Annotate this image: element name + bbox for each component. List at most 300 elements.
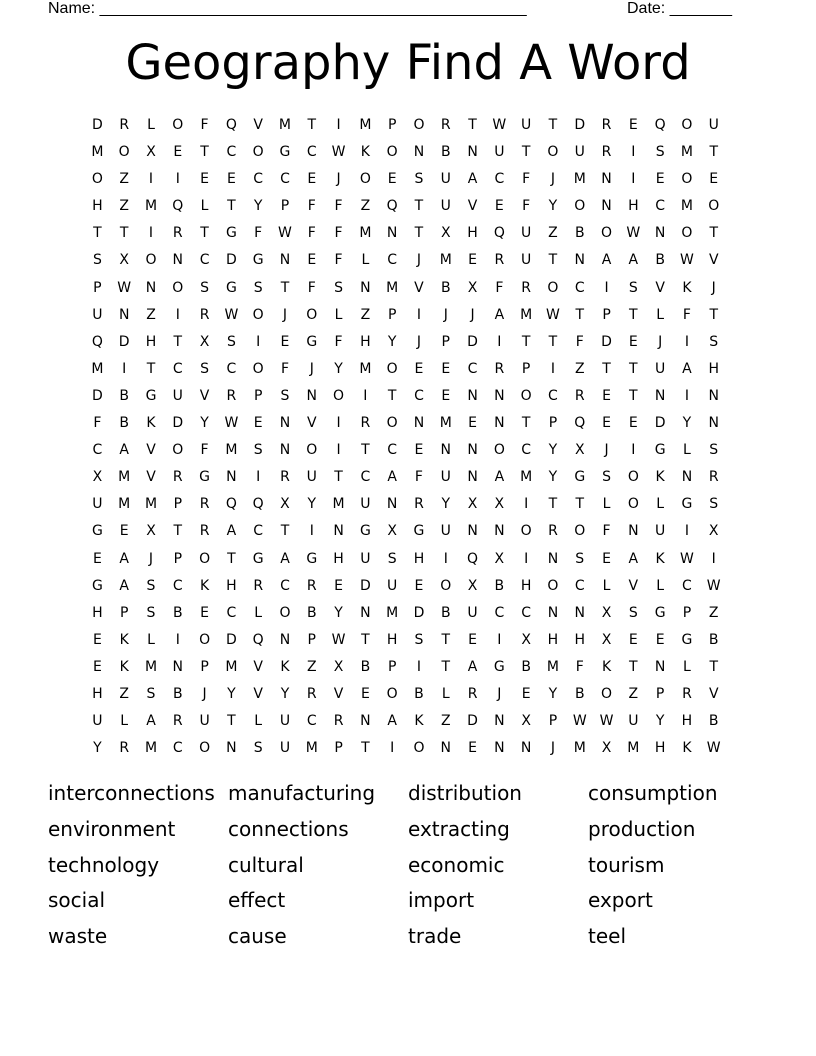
word-bank [48, 778, 768, 957]
grid-letter: M [680, 198, 693, 215]
grid-letter: X [521, 713, 531, 730]
grid-letter: H [654, 740, 666, 757]
grid-letter: T [575, 496, 585, 513]
grid-letter: P [441, 333, 450, 350]
grid-letter: R [574, 387, 585, 404]
grid-letter: U [172, 387, 183, 404]
grid-letter: M [225, 442, 238, 459]
grid-letter: W [492, 117, 507, 133]
grid-letter: L [602, 577, 611, 594]
grid-letter: O [601, 225, 613, 242]
grid-letter: S [602, 469, 611, 486]
grid-letter: L [656, 496, 665, 513]
grid-letter: A [226, 523, 237, 540]
grid-letter: V [146, 469, 156, 486]
grid-letter: D [413, 604, 425, 621]
grid-letter: O [333, 387, 345, 404]
grid-letter: A [119, 577, 129, 594]
grid-letter: C [92, 442, 103, 459]
grid-letter: T [629, 387, 638, 404]
grid-letter: E [92, 631, 102, 648]
grid-letter: Z [119, 198, 129, 215]
grid-letter: T [334, 469, 343, 486]
grid-letter: L [147, 631, 155, 648]
grid-letter: S [253, 279, 263, 296]
grid-letter: S [709, 333, 719, 350]
grid-letter: O [199, 550, 211, 567]
grid-letter: O [359, 171, 371, 188]
grid-letter: O [547, 144, 559, 161]
grid-letter: S [655, 144, 665, 161]
grid-letter: E [280, 333, 290, 350]
word-bank-item: consumption [588, 781, 718, 805]
grid-letter: O [681, 117, 693, 133]
grid-letter: Y [334, 604, 343, 621]
grid-letter: E [307, 171, 317, 188]
name-field: Name: ________________________________________________ [48, 0, 527, 17]
grid-letter: H [145, 333, 157, 350]
grid-letter: E [334, 577, 343, 594]
grid-letter: I [684, 387, 689, 404]
grid-letter: U [440, 469, 451, 486]
grid-letter: C [226, 360, 237, 377]
letter-grid [84, 112, 727, 762]
grid-letter: T [548, 496, 558, 513]
grid-letter: V [708, 685, 719, 702]
grid-letter: H [681, 713, 693, 730]
word-bank-item: production [588, 816, 696, 841]
grid-letter: D [654, 415, 666, 432]
grid-letter: G [252, 550, 264, 567]
grid-letter: B [172, 604, 183, 621]
grid-letter: Q [493, 225, 505, 242]
grid-letter: M [144, 658, 158, 675]
grid-letter: G [574, 469, 586, 486]
grid-letter: E [173, 144, 183, 161]
grid-letter: E [709, 171, 719, 188]
grid-letter: R [306, 685, 317, 702]
grid-letter: N [494, 523, 505, 540]
grid-letter: P [548, 415, 558, 432]
grid-letter: B [708, 713, 719, 730]
grid-letter: P [655, 685, 665, 702]
grid-letter: T [441, 658, 451, 675]
grid-letter: T [227, 198, 236, 215]
grid-letter: U [279, 740, 291, 757]
date-field: Date: _______ [627, 0, 732, 17]
grid-letter: S [334, 279, 344, 296]
grid-letter: N [654, 225, 666, 242]
grid-letter: V [253, 658, 263, 675]
grid-letter: O [493, 442, 505, 459]
grid-letter: N [681, 469, 693, 486]
grid-letter: C [199, 252, 210, 269]
grid-letter: W [546, 306, 560, 323]
grid-letter: W [680, 252, 694, 269]
grid-letter: K [360, 144, 370, 161]
grid-letter: G [681, 631, 693, 648]
grid-letter: E [655, 631, 665, 648]
grid-letter: U [521, 252, 532, 269]
grid-letter: L [441, 685, 450, 702]
grid-letter: W [599, 713, 614, 730]
grid-letter: P [119, 604, 129, 621]
word-bank-item: interconnections [48, 781, 215, 805]
grid-letter: H [628, 198, 639, 215]
grid-letter: J [309, 360, 314, 377]
grid-letter: R [708, 469, 719, 486]
grid-letter: V [253, 117, 263, 133]
grid-letter: C [574, 279, 585, 296]
grid-letter: Q [172, 198, 184, 215]
grid-letter: E [200, 171, 210, 188]
word-bank-item: distribution [408, 781, 522, 805]
grid-letter: U [360, 496, 371, 513]
grid-letter: X [199, 333, 210, 350]
grid-letter: M [359, 360, 372, 377]
grid-letter: W [224, 415, 239, 432]
grid-letter: R [333, 713, 344, 730]
grid-letter: R [280, 469, 290, 486]
grid-letter: M [359, 117, 372, 133]
grid-letter: A [280, 550, 290, 567]
grid-letter: O [627, 496, 639, 513]
grid-letter: J [416, 333, 422, 350]
grid-letter: U [92, 306, 103, 323]
grid-letter: T [441, 631, 451, 648]
grid-letter: X [574, 442, 585, 459]
grid-letter: X [146, 523, 156, 540]
grid-letter: V [655, 279, 665, 296]
grid-letter: U [628, 713, 639, 730]
grid-letter: O [413, 117, 425, 133]
grid-letter: P [173, 496, 183, 513]
grid-letter: C [655, 198, 666, 215]
grid-letter: F [334, 198, 343, 215]
grid-letter: O [708, 198, 720, 215]
grid-letter: T [200, 225, 209, 242]
grid-letter: F [334, 225, 343, 242]
grid-letter: T [387, 387, 397, 404]
grid-letter: M [144, 198, 158, 215]
grid-letter: Q [654, 117, 666, 133]
grid-letter: Y [334, 360, 343, 377]
grid-letter: I [711, 550, 716, 567]
grid-letter: I [604, 279, 609, 296]
grid-letter: U [440, 198, 451, 215]
word-bank-item: effect [228, 888, 286, 913]
grid-letter: Q [252, 496, 264, 513]
grid-letter: A [387, 469, 397, 486]
grid-letter: O [386, 415, 398, 432]
grid-letter: P [387, 117, 397, 133]
grid-letter: U [655, 360, 666, 377]
grid-letter: Z [548, 225, 558, 242]
grid-letter: I [416, 658, 422, 675]
grid-letter: H [226, 577, 237, 594]
grid-letter: L [656, 306, 665, 323]
grid-letter: T [709, 658, 718, 675]
grid-letter: N [601, 171, 612, 188]
grid-letter: A [494, 306, 505, 323]
grid-letter: I [684, 523, 689, 540]
grid-letter: I [363, 387, 368, 404]
grid-letter: J [711, 279, 716, 296]
grid-letter: V [306, 415, 317, 432]
grid-letter: I [497, 631, 502, 648]
grid-letter: X [333, 658, 344, 675]
grid-letter: R [360, 415, 371, 432]
grid-letter: M [439, 415, 452, 432]
grid-letter: N [440, 442, 451, 459]
grid-letter: S [92, 252, 102, 269]
grid-letter: I [443, 550, 448, 567]
grid-letter: A [467, 658, 478, 675]
word-bank-item: extracting [408, 816, 510, 841]
grid-letter: S [280, 387, 290, 404]
grid-letter: W [572, 713, 587, 730]
grid-letter: C [467, 360, 478, 377]
grid-letter: N [333, 523, 344, 540]
grid-letter: H [520, 577, 532, 594]
grid-letter: I [256, 333, 261, 350]
grid-letter: B [574, 685, 585, 702]
grid-letter: O [627, 469, 639, 486]
grid-letter: J [416, 252, 422, 269]
word-bank-item: import [408, 888, 475, 913]
grid-letter: I [148, 225, 154, 242]
grid-letter: N [628, 523, 639, 540]
grid-letter: O [118, 144, 130, 161]
grid-letter: N [279, 442, 291, 459]
grid-letter: G [279, 144, 291, 161]
grid-letter: N [279, 631, 291, 648]
grid-letter: I [631, 442, 636, 459]
grid-letter: J [443, 306, 448, 323]
grid-letter: Y [253, 198, 263, 215]
grid-letter: J [282, 306, 288, 323]
grid-letter: F [414, 469, 423, 486]
grid-letter: M [386, 279, 399, 296]
grid-letter: D [118, 333, 130, 350]
grid-letter: D [601, 333, 612, 350]
grid-letter: J [550, 740, 556, 757]
grid-letter: T [521, 415, 531, 432]
grid-letter: C [253, 523, 264, 540]
grid-letter: O [547, 577, 559, 594]
grid-letter: Y [548, 685, 558, 702]
grid-letter: D [467, 713, 478, 730]
grid-letter: O [386, 360, 398, 377]
grid-letter: T [548, 333, 558, 350]
grid-letter: G [91, 523, 103, 540]
grid-letter: A [467, 171, 478, 188]
grid-letter: G [654, 604, 666, 621]
grid-letter: R [682, 685, 692, 702]
grid-letter: O [279, 604, 291, 621]
grid-letter: Z [146, 306, 156, 323]
grid-letter: C [306, 713, 317, 730]
grid-letter: B [708, 631, 719, 648]
grid-letter: M [520, 469, 533, 486]
grid-letter: E [119, 523, 129, 540]
grid-letter: C [360, 469, 371, 486]
grid-letter: N [494, 740, 505, 757]
grid-letter: E [441, 360, 451, 377]
grid-letter: G [306, 550, 318, 567]
grid-letter: N [654, 658, 666, 675]
grid-letter: Q [225, 496, 237, 513]
grid-letter: V [414, 279, 424, 296]
grid-letter: U [387, 577, 398, 594]
grid-letter: O [601, 685, 613, 702]
grid-letter: S [709, 442, 719, 459]
grid-letter: N [279, 415, 291, 432]
grid-letter: H [360, 333, 371, 350]
grid-letter: O [547, 279, 559, 296]
grid-letter: Y [655, 713, 665, 730]
grid-letter: I [524, 496, 529, 513]
grid-letter: H [333, 550, 344, 567]
grid-letter: O [172, 442, 184, 459]
grid-letter: R [199, 496, 210, 513]
grid-letter: N [172, 658, 184, 675]
grid-letter: E [468, 415, 477, 432]
grid-letter: N [654, 387, 666, 404]
grid-letter: N [494, 713, 505, 730]
grid-letter: N [279, 252, 291, 269]
header-line [48, 0, 748, 18]
word-bank-item: social [48, 888, 106, 913]
grid-letter: N [547, 550, 559, 567]
grid-letter: H [92, 685, 103, 702]
grid-letter: T [602, 360, 611, 377]
grid-letter: H [413, 550, 425, 567]
grid-letter: E [226, 171, 236, 188]
grid-letter: B [414, 685, 424, 702]
grid-letter: U [574, 144, 585, 161]
grid-letter: O [306, 306, 318, 323]
grid-letter: N [547, 604, 559, 621]
grid-letter: Y [227, 685, 236, 702]
grid-letter: S [414, 631, 424, 648]
grid-letter: I [416, 306, 422, 323]
grid-letter: W [331, 631, 346, 648]
grid-letter: E [387, 171, 397, 188]
grid-letter: X [467, 279, 478, 296]
grid-letter: E [628, 415, 638, 432]
grid-letter: H [92, 604, 103, 621]
grid-letter: E [521, 685, 531, 702]
grid-letter: I [684, 333, 689, 350]
grid-letter: O [574, 523, 586, 540]
grid-letter: D [92, 387, 103, 404]
grid-letter: I [148, 171, 154, 188]
grid-letter: N [226, 469, 237, 486]
grid-letter: M [118, 469, 131, 486]
grid-letter: G [413, 523, 425, 540]
grid-letter: A [628, 252, 639, 269]
grid-letter: L [120, 713, 129, 730]
grid-letter: M [573, 171, 586, 188]
grid-letter: T [629, 658, 638, 675]
grid-letter: I [631, 171, 636, 188]
grid-letter: E [602, 387, 611, 404]
grid-letter: E [494, 198, 504, 215]
grid-letter: R [199, 306, 210, 323]
grid-letter: K [655, 550, 665, 567]
grid-letter: V [146, 442, 156, 459]
grid-letter: Z [440, 713, 451, 730]
grid-letter: G [91, 577, 103, 594]
grid-letter: U [467, 604, 478, 621]
grid-letter: X [467, 496, 478, 513]
grid-letter: X [146, 144, 156, 161]
grid-letter: G [225, 225, 237, 242]
grid-letter: O [199, 740, 211, 757]
word-bank-item: export [588, 888, 653, 913]
grid-letter: Y [93, 740, 102, 757]
grid-letter: P [387, 306, 397, 323]
grid-letter: C [414, 387, 424, 404]
grid-letter: G [145, 387, 157, 404]
grid-letter: G [493, 658, 505, 675]
grid-letter: I [309, 523, 314, 540]
grid-letter: J [470, 306, 475, 323]
grid-letter: C [253, 171, 264, 188]
grid-letter: Y [548, 198, 558, 215]
word-bank-item: manufacturing [228, 781, 376, 805]
grid-letter: X [440, 225, 451, 242]
grid-letter: R [601, 117, 612, 133]
grid-letter: Y [441, 496, 451, 513]
grid-letter: S [628, 279, 638, 296]
grid-letter: R [494, 252, 505, 269]
grid-letter: I [122, 360, 127, 377]
grid-letter: T [414, 198, 424, 215]
grid-letter: E [441, 387, 451, 404]
grid-letter: N [467, 144, 478, 161]
grid-letter: R [548, 523, 558, 540]
word-bank-item: teel [588, 924, 627, 949]
grid-letter: T [119, 225, 129, 242]
grid-letter: N [360, 279, 371, 296]
grid-letter: D [359, 577, 371, 594]
grid-letter: B [119, 415, 129, 432]
grid-letter: D [92, 117, 103, 133]
grid-letter: S [387, 550, 397, 567]
grid-letter: V [333, 685, 344, 702]
grid-letter: G [225, 279, 237, 296]
grid-letter: G [654, 442, 666, 459]
grid-letter: T [227, 713, 236, 730]
grid-letter: U [708, 117, 719, 133]
grid-letter: T [521, 144, 531, 161]
grid-letter: C [574, 577, 585, 594]
grid-letter: F [93, 415, 102, 432]
grid-letter: G [306, 333, 318, 350]
grid-letter: Q [252, 631, 264, 648]
grid-letter: K [414, 713, 424, 730]
grid-letter: E [655, 171, 665, 188]
grid-letter: N [467, 523, 478, 540]
grid-letter: I [336, 415, 341, 432]
grid-letter: Y [682, 415, 692, 432]
grid-letter: H [92, 198, 103, 215]
grid-letter: P [602, 306, 611, 323]
grid-letter: F [200, 442, 209, 459]
grid-letter: S [709, 496, 719, 513]
